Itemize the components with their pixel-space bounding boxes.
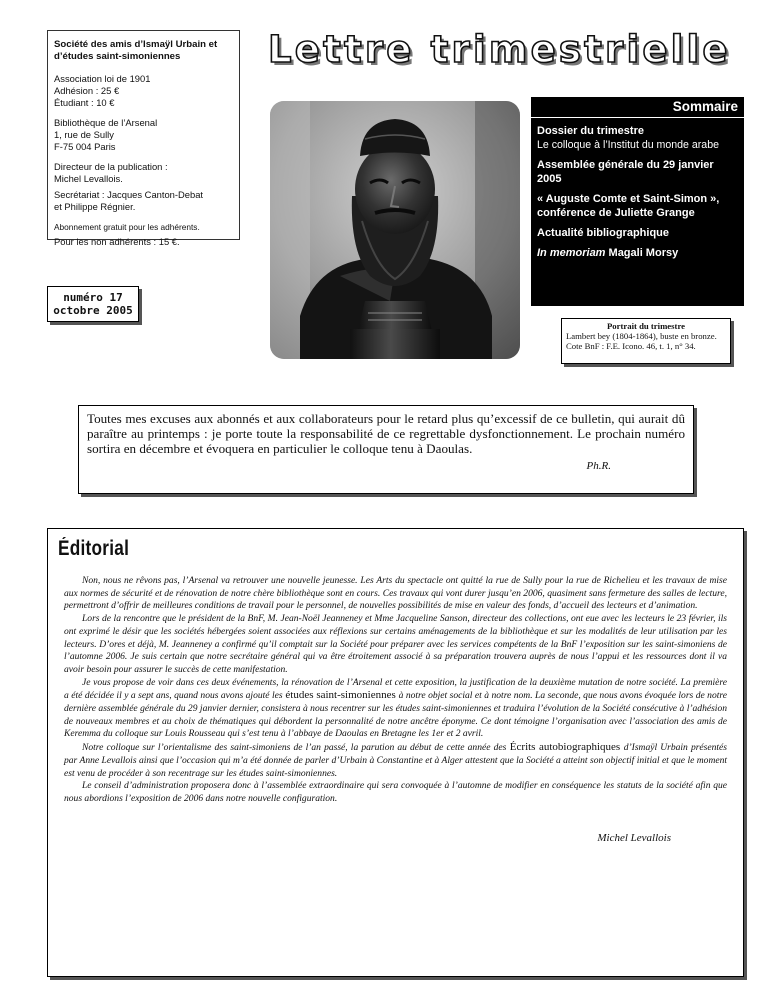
subscription-paid: Pour les non adhérents : 15 €. <box>54 236 180 247</box>
address <box>54 117 233 153</box>
publication-director <box>54 161 233 185</box>
sommaire-item-title: Dossier du trimestre <box>537 125 644 137</box>
editorial-paragraph: Non, nous ne rêvons pas, l’Arsenal va retrouver une nouvelle jeunesse. Les Arts du spectacle ont quitté la rue de Sully pour la rue de Richelieu et les travaux de mise aux normes de sécurité et de rénovation de notre chère bibliothèque sont en cours. Ces travaux qui vont durer jusqu’en 2006, quasiment sans fermeture des salles de lecture, permettront d’offrir de meilleures conditions de travail pour le personnel, de nouvelles possibilités de mise en valeur des fonds, d’accueil des lecteurs et d’animation. <box>64 575 727 612</box>
secretariat <box>54 189 233 213</box>
paragraph-part: d’Ismaÿl Urbain présentés par Anne Levallois ainsi que l’occasion qui m’a été donnée de parler d’Urbain à Constantine et à Alger attestent que la Société a atteint son objectif initial et que le moment est venu de procéder à son recentrage sur les études saint-simoniennes. <box>64 742 727 779</box>
editorial-paragraph: Lors de la rencontre que le président de la BnF, M. Jean-Noël Jeanneney et Mme Jacqueline Sanson, directeur des collections, ont eue avec les lecteurs le 23 février, ils ont exprimé le désir que les sociétés hébergées soient associées aux réflexions sur certains aménagements de la bibliothèque et sur les modalités de leur utilisation par les lecteurs. D’ores et déjà, M. Jeanneney a confirmé qu’il comptait sur la Société pour préparer avec les services compétents de la BnF l’exposition sur les saint-simoniens de l’automne 2006. Je suis certain que notre secrétaire général qui va être étroitement associé à sa préparation trouvera auprès de nous l’appui et les ressources dont il va avoir besoin pour assurer le succès de cette manifestation. <box>64 613 727 675</box>
editorial-paragraph <box>64 677 727 742</box>
info-box <box>47 30 240 247</box>
sommaire-item-subtitle: Le colloque à l’Institut du monde arabe <box>537 139 719 151</box>
notice-text: Toutes mes excuses aux abonnés et aux collaborateurs pour le retard plus qu’excessif de ce bulletin, qui aurait dû paraître au printemps : je porte toute la responsabilité de ce regrettable dysfonctionnement. Le prochain numéro sortira en décembre et évoquera en particulier le colloque tenu à Daoulas. <box>87 411 685 456</box>
editorial-heading: Éditorial <box>58 537 130 560</box>
membership-line: Adhésion : 25 € <box>54 85 120 96</box>
sommaire-item-italic: In memoriam <box>537 247 606 259</box>
sommaire-item[interactable] <box>537 124 738 152</box>
paragraph-part: Notre colloque sur l’orientalisme des saint-simoniens de l’an passé, la parution au début de cette année des <box>82 742 507 754</box>
membership-info <box>54 73 233 109</box>
issue-date: octobre 2005 <box>53 304 133 317</box>
bust-photo <box>270 101 520 359</box>
newsletter-title: Lettre trimestrielle <box>268 28 731 71</box>
secretariat-line: et Philippe Régnier. <box>54 201 136 212</box>
membership-line: Étudiant : 10 € <box>54 97 115 108</box>
issue-box <box>47 286 139 322</box>
director-line: Michel Levallois. <box>54 173 123 184</box>
paragraph-part: à notre objet social et à notre nom. La seconde, que nous avons évoquée lors de notre dernière assemblée générale du 29 janvier dernier, consistera à nous recentrer sur les études saint-simoniennes et traduira l’évolution de la Société consécutive à l’adhésion de nouveaux membres et au choix de thématiques qui débordent la personnalité de notre ancêtre éponyme. Ce dont témoigne l’organisation avec l’association des amis de Keremma du colloque sur Louis Rousseau qui s’est tenu à l’abbaye de Daoulas en Bretagne les 1er et 2 avril. <box>64 690 727 740</box>
sommaire-item[interactable] <box>537 158 738 186</box>
paragraph-emphasis: Écrits autobiographiques <box>506 741 624 754</box>
issue-number: numéro 17 <box>63 291 123 304</box>
sommaire-heading: Sommaire <box>531 97 744 118</box>
editorial-paragraph: Le conseil d’administration proposera donc à l’assemblée extraordinaire qui sera convoquée à l’automne de modifier en conséquence les statuts de la société afin que nous abordions l’exposition de 2006 dans notre nouvelle configuration. <box>64 780 727 804</box>
sommaire-box <box>531 97 744 306</box>
sommaire-item-title: Actualité bibliographique <box>537 227 670 239</box>
director-line: Directeur de la publication : <box>54 161 168 172</box>
sommaire-item[interactable] <box>537 226 738 240</box>
membership-line: Association loi de 1901 <box>54 73 151 84</box>
editorial-body <box>64 575 727 806</box>
sommaire-item[interactable] <box>537 192 738 220</box>
portrait-caption <box>561 318 731 364</box>
sommaire-item[interactable] <box>537 246 738 260</box>
paragraph-part: Je vous propose de voir dans ces deux événements, la rénovation de l’Arsenal et cette exposition, la justification de la deuxième mutation de notre société. La première a été décidée il y a sept ans, quand nous avons ajouté les <box>64 676 727 702</box>
caption-text: Lambert bey (1804-1864), buste en bronze. <box>566 331 717 342</box>
address-line: 1, rue de Sully <box>54 129 114 140</box>
sommaire-item-title: Magali Morsy <box>605 247 679 259</box>
subscription-free: Abonnement gratuit pour les adhérents. <box>54 222 200 232</box>
caption-title: Portrait du trimestre <box>607 321 685 331</box>
apology-notice <box>78 405 694 494</box>
paragraph-emphasis: études saint-simoniennes <box>282 689 399 702</box>
notice-signature: Ph.R. <box>586 460 611 472</box>
caption-ref: Cote BnF : F.E. Icono. 46, t. 1, n° 34. <box>566 341 696 352</box>
address-line: F-75 004 Paris <box>54 141 116 152</box>
secretariat-line: Secrétariat : Jacques Canton-Debat <box>54 189 204 200</box>
sommaire-item-title: « Auguste Comte et Saint-Simon », conférence de Juliette Grange <box>537 193 720 219</box>
address-line: Bibliothèque de l’Arsenal <box>54 117 158 128</box>
editorial-box <box>47 528 744 977</box>
editorial-paragraph <box>64 741 727 780</box>
editorial-signature: Michel Levallois <box>597 831 671 844</box>
org-name: Société des amis d’Ismaÿl Urbain et d’études saint-simoniennes <box>54 39 218 62</box>
sommaire-item-title: Assemblée générale du 29 janvier 2005 <box>537 159 714 185</box>
bust-image <box>270 101 520 359</box>
